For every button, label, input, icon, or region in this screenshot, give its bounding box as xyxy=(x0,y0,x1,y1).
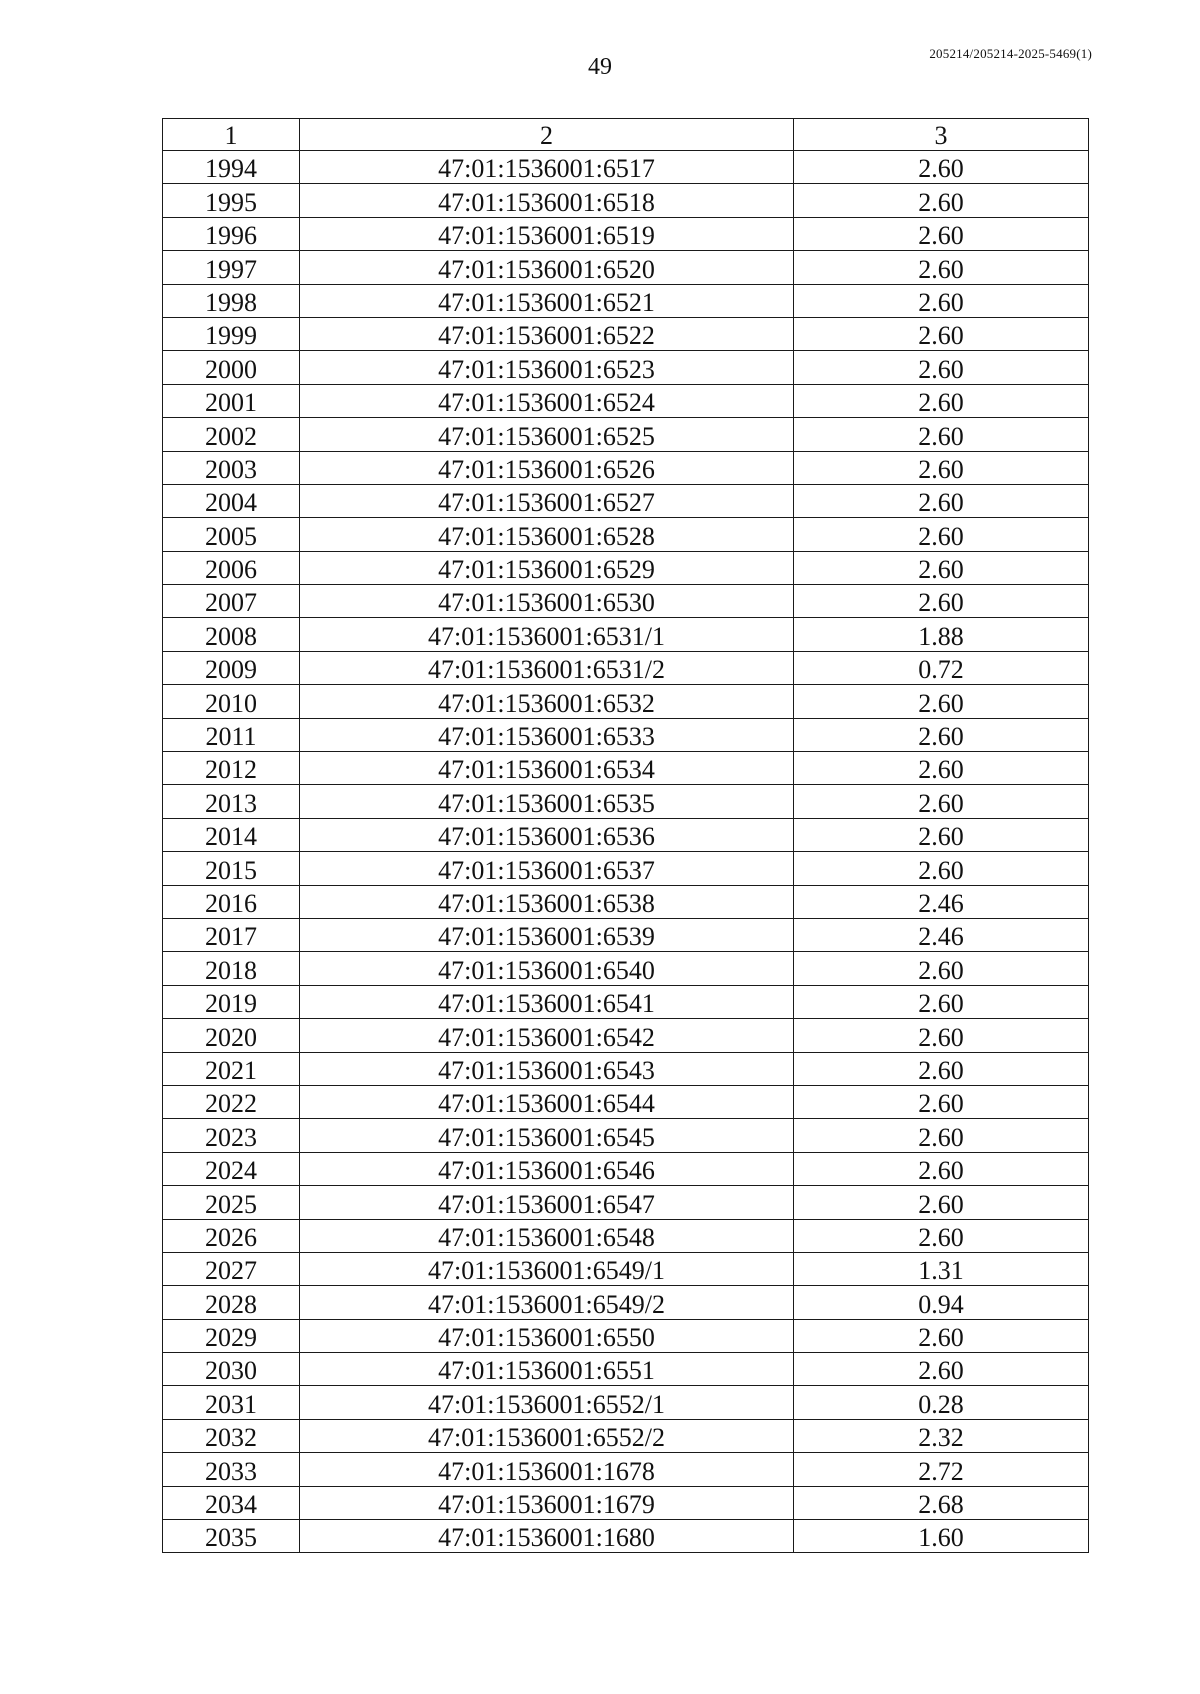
table-row xyxy=(163,1186,1089,1219)
cadastral-number-cell: 47:01:1536001:6521 xyxy=(300,284,794,317)
value-cell: 2.60 xyxy=(794,217,1089,250)
table-row xyxy=(163,1486,1089,1519)
cadastral-number-cell: 47:01:1536001:6524 xyxy=(300,384,794,417)
value-cell: 2.60 xyxy=(794,785,1089,818)
cadastral-number-cell: 47:01:1536001:6535 xyxy=(300,785,794,818)
row-number-cell: 2024 xyxy=(163,1152,300,1185)
value-cell: 2.60 xyxy=(794,184,1089,217)
value-cell: 2.72 xyxy=(794,1453,1089,1486)
column-header: 2 xyxy=(300,119,794,151)
value-cell: 2.60 xyxy=(794,1353,1089,1386)
value-cell: 1.60 xyxy=(794,1520,1089,1553)
table-row xyxy=(163,752,1089,785)
table-row xyxy=(163,351,1089,384)
table-row xyxy=(163,785,1089,818)
table-row xyxy=(163,1419,1089,1452)
value-cell: 1.31 xyxy=(794,1252,1089,1285)
table-row xyxy=(163,1319,1089,1352)
value-cell: 1.88 xyxy=(794,618,1089,651)
row-number-cell: 1994 xyxy=(163,151,300,184)
table-row xyxy=(163,585,1089,618)
table-row xyxy=(163,1219,1089,1252)
cadastral-number-cell: 47:01:1536001:6540 xyxy=(300,952,794,985)
value-cell: 2.46 xyxy=(794,885,1089,918)
table-body xyxy=(163,151,1089,1553)
cadastral-number-cell: 47:01:1536001:1678 xyxy=(300,1453,794,1486)
cadastral-number-cell: 47:01:1536001:6519 xyxy=(300,217,794,250)
cadastral-number-cell: 47:01:1536001:6551 xyxy=(300,1353,794,1386)
table-row xyxy=(163,384,1089,417)
page-number: 49 xyxy=(588,54,612,80)
value-cell: 2.46 xyxy=(794,918,1089,951)
table-row xyxy=(163,885,1089,918)
table-row xyxy=(163,1286,1089,1319)
row-number-cell: 2025 xyxy=(163,1186,300,1219)
value-cell: 2.60 xyxy=(794,818,1089,851)
cadastral-number-cell: 47:01:1536001:6537 xyxy=(300,852,794,885)
row-number-cell: 2029 xyxy=(163,1319,300,1352)
row-number-cell: 2031 xyxy=(163,1386,300,1419)
row-number-cell: 2012 xyxy=(163,752,300,785)
cadastral-number-cell: 47:01:1536001:6517 xyxy=(300,151,794,184)
row-number-cell: 2028 xyxy=(163,1286,300,1319)
row-number-cell: 2021 xyxy=(163,1052,300,1085)
table-row xyxy=(163,284,1089,317)
cadastral-number-cell: 47:01:1536001:6525 xyxy=(300,418,794,451)
value-cell: 2.60 xyxy=(794,284,1089,317)
cadastral-number-cell: 47:01:1536001:6546 xyxy=(300,1152,794,1185)
row-number-cell: 1998 xyxy=(163,284,300,317)
cadastral-number-cell: 47:01:1536001:6527 xyxy=(300,484,794,517)
cadastral-number-cell: 47:01:1536001:6552/1 xyxy=(300,1386,794,1419)
row-number-cell: 2006 xyxy=(163,551,300,584)
cadastral-number-cell: 47:01:1536001:6545 xyxy=(300,1119,794,1152)
value-cell: 2.60 xyxy=(794,384,1089,417)
row-number-cell: 2035 xyxy=(163,1520,300,1553)
row-number-cell: 2023 xyxy=(163,1119,300,1152)
row-number-cell: 1995 xyxy=(163,184,300,217)
value-cell: 2.68 xyxy=(794,1486,1089,1519)
row-number-cell: 2034 xyxy=(163,1486,300,1519)
row-number-cell: 2019 xyxy=(163,985,300,1018)
cadastral-number-cell: 47:01:1536001:6549/1 xyxy=(300,1252,794,1285)
table-row xyxy=(163,918,1089,951)
cadastral-number-cell: 47:01:1536001:6530 xyxy=(300,585,794,618)
value-cell: 2.60 xyxy=(794,1152,1089,1185)
table-row xyxy=(163,1453,1089,1486)
value-cell: 2.60 xyxy=(794,1052,1089,1085)
cadastral-number-cell: 47:01:1536001:6523 xyxy=(300,351,794,384)
row-number-cell: 2000 xyxy=(163,351,300,384)
cadastral-number-cell: 47:01:1536001:6549/2 xyxy=(300,1286,794,1319)
row-number-cell: 2027 xyxy=(163,1252,300,1285)
table-row xyxy=(163,685,1089,718)
cadastral-number-cell: 47:01:1536001:1679 xyxy=(300,1486,794,1519)
table-row xyxy=(163,818,1089,851)
row-number-cell: 2003 xyxy=(163,451,300,484)
value-cell: 2.60 xyxy=(794,317,1089,350)
column-header: 3 xyxy=(794,119,1089,151)
table-row xyxy=(163,718,1089,751)
cadastral-number-cell: 47:01:1536001:6526 xyxy=(300,451,794,484)
table-row xyxy=(163,251,1089,284)
row-number-cell: 2005 xyxy=(163,518,300,551)
row-number-cell: 2026 xyxy=(163,1219,300,1252)
table-row xyxy=(163,518,1089,551)
table-row xyxy=(163,1252,1089,1285)
row-number-cell: 2002 xyxy=(163,418,300,451)
row-number-cell: 1997 xyxy=(163,251,300,284)
cadastral-number-cell: 47:01:1536001:6534 xyxy=(300,752,794,785)
row-number-cell: 2011 xyxy=(163,718,300,751)
row-number-cell: 2022 xyxy=(163,1085,300,1118)
cadastral-number-cell: 47:01:1536001:6529 xyxy=(300,551,794,584)
row-number-cell: 2007 xyxy=(163,585,300,618)
cadastral-number-cell: 47:01:1536001:6542 xyxy=(300,1019,794,1052)
cadastral-number-cell: 47:01:1536001:6528 xyxy=(300,518,794,551)
value-cell: 0.72 xyxy=(794,651,1089,684)
row-number-cell: 2013 xyxy=(163,785,300,818)
table-row xyxy=(163,418,1089,451)
value-cell: 2.60 xyxy=(794,1085,1089,1118)
table-row xyxy=(163,451,1089,484)
cadastral-number-cell: 47:01:1536001:6543 xyxy=(300,1052,794,1085)
table-row xyxy=(163,551,1089,584)
row-number-cell: 2010 xyxy=(163,685,300,718)
value-cell: 2.60 xyxy=(794,518,1089,551)
table-row xyxy=(163,1019,1089,1052)
cadastral-number-cell: 47:01:1536001:6539 xyxy=(300,918,794,951)
table-row xyxy=(163,952,1089,985)
row-number-cell: 2032 xyxy=(163,1419,300,1452)
value-cell: 2.60 xyxy=(794,718,1089,751)
table-row xyxy=(163,651,1089,684)
cadastral-number-cell: 47:01:1536001:6532 xyxy=(300,685,794,718)
value-cell: 2.60 xyxy=(794,752,1089,785)
table-row xyxy=(163,184,1089,217)
table-row xyxy=(163,484,1089,517)
table-row xyxy=(163,985,1089,1018)
document-reference: 205214/205214-2025-5469(1) xyxy=(929,46,1092,61)
table-row xyxy=(163,1119,1089,1152)
cadastral-number-cell: 47:01:1536001:6520 xyxy=(300,251,794,284)
row-number-cell: 1996 xyxy=(163,217,300,250)
table-row xyxy=(163,1386,1089,1419)
value-cell: 2.60 xyxy=(794,852,1089,885)
value-cell: 2.60 xyxy=(794,585,1089,618)
value-cell: 2.60 xyxy=(794,1219,1089,1252)
table-header-row xyxy=(163,119,1089,151)
value-cell: 2.60 xyxy=(794,251,1089,284)
cadastral-number-cell: 47:01:1536001:6552/2 xyxy=(300,1419,794,1452)
cadastral-number-cell: 47:01:1536001:6536 xyxy=(300,818,794,851)
row-number-cell: 2017 xyxy=(163,918,300,951)
value-cell: 2.32 xyxy=(794,1419,1089,1452)
row-number-cell: 2014 xyxy=(163,818,300,851)
row-number-cell: 2009 xyxy=(163,651,300,684)
cadastral-number-cell: 47:01:1536001:6533 xyxy=(300,718,794,751)
cadastral-number-cell: 47:01:1536001:6544 xyxy=(300,1085,794,1118)
cadastral-number-cell: 47:01:1536001:6522 xyxy=(300,317,794,350)
row-number-cell: 2004 xyxy=(163,484,300,517)
value-cell: 2.60 xyxy=(794,1186,1089,1219)
table-row xyxy=(163,1152,1089,1185)
table-row xyxy=(163,151,1089,184)
value-cell: 0.28 xyxy=(794,1386,1089,1419)
value-cell: 0.94 xyxy=(794,1286,1089,1319)
cadastral-number-cell: 47:01:1536001:6547 xyxy=(300,1186,794,1219)
table-row xyxy=(163,852,1089,885)
cadastral-number-cell: 47:01:1536001:6550 xyxy=(300,1319,794,1352)
row-number-cell: 2020 xyxy=(163,1019,300,1052)
table-row xyxy=(163,1353,1089,1386)
cadastral-number-cell: 47:01:1536001:6531/2 xyxy=(300,651,794,684)
cadastral-number-cell: 47:01:1536001:6541 xyxy=(300,985,794,1018)
value-cell: 2.60 xyxy=(794,1019,1089,1052)
table-row xyxy=(163,317,1089,350)
cadastral-number-cell: 47:01:1536001:6518 xyxy=(300,184,794,217)
row-number-cell: 2016 xyxy=(163,885,300,918)
value-cell: 2.60 xyxy=(794,451,1089,484)
cadastral-number-cell: 47:01:1536001:6548 xyxy=(300,1219,794,1252)
value-cell: 2.60 xyxy=(794,985,1089,1018)
value-cell: 2.60 xyxy=(794,551,1089,584)
table-row xyxy=(163,1052,1089,1085)
cadastral-table xyxy=(162,118,1089,1553)
value-cell: 2.60 xyxy=(794,484,1089,517)
value-cell: 2.60 xyxy=(794,418,1089,451)
table-row xyxy=(163,1520,1089,1553)
row-number-cell: 2033 xyxy=(163,1453,300,1486)
row-number-cell: 2030 xyxy=(163,1353,300,1386)
table-row xyxy=(163,618,1089,651)
table-row xyxy=(163,1085,1089,1118)
value-cell: 2.60 xyxy=(794,351,1089,384)
row-number-cell: 1999 xyxy=(163,317,300,350)
row-number-cell: 2015 xyxy=(163,852,300,885)
column-header: 1 xyxy=(163,119,300,151)
value-cell: 2.60 xyxy=(794,151,1089,184)
value-cell: 2.60 xyxy=(794,952,1089,985)
row-number-cell: 2018 xyxy=(163,952,300,985)
cadastral-number-cell: 47:01:1536001:1680 xyxy=(300,1520,794,1553)
cadastral-number-cell: 47:01:1536001:6531/1 xyxy=(300,618,794,651)
value-cell: 2.60 xyxy=(794,1119,1089,1152)
row-number-cell: 2008 xyxy=(163,618,300,651)
table-row xyxy=(163,217,1089,250)
cadastral-number-cell: 47:01:1536001:6538 xyxy=(300,885,794,918)
row-number-cell: 2001 xyxy=(163,384,300,417)
value-cell: 2.60 xyxy=(794,1319,1089,1352)
value-cell: 2.60 xyxy=(794,685,1089,718)
